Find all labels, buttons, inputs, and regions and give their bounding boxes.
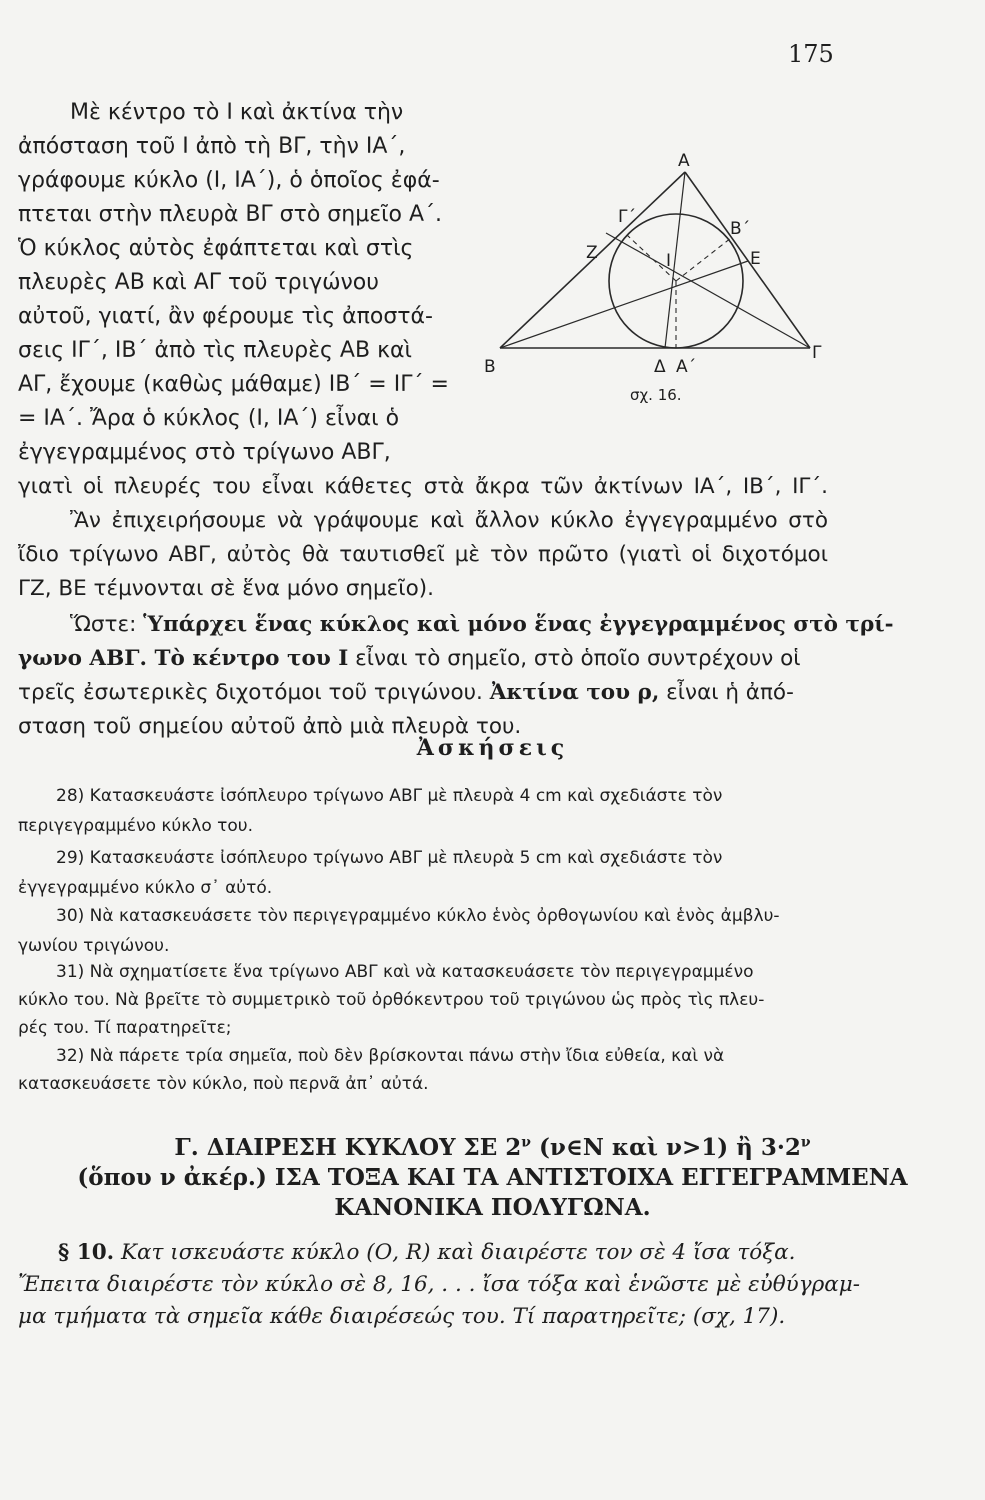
section-paragraph-line: Ἔπειτα διαιρέστε τὸν κύκλο σὲ 8, 16, . . . ἴσα τόξα καὶ ἑνῶστε μὲ εὐθύγραμ-: [18, 1272, 860, 1297]
intro-line: Ὁ κύκλος αὐτὸς ἐφάπτεται καὶ στὶς: [18, 236, 414, 261]
conclusion-text: τρεῖς ἐσωτερικὲς διχοτόμοι τοῦ τριγώνου.: [18, 680, 490, 705]
conclusion-line: σταση τοῦ σημείου αὐτοῦ ἀπὸ μιὰ πλευρὰ του.: [18, 714, 522, 739]
exercise-line: 28) Κατασκευάστε ἰσόπλευρο τρίγωνο ΑΒΓ μὲ πλευρὰ 4 cm καὶ σχεδιάστε τὸν: [56, 786, 723, 806]
section-paragraph-line: μα τμήματα τὰ σημεῖα κάθε διαιρέσεώς του. Τί παρατηρεῖτε; (σχ, 17).: [18, 1304, 786, 1329]
label-b: Β: [484, 357, 496, 377]
conclusion-bold: Ἀκτίνα του ρ,: [489, 680, 660, 705]
label-b-prime: Β΄: [730, 219, 751, 239]
conclusion-line: [18, 680, 828, 705]
section-heading-line: ΚΑΝΟΝΙΚΑ ΠΟΛΥΓΩΝΑ.: [334, 1194, 651, 1221]
intro-line: ΑΓ, ἔχουμε (καθὼς μάθαμε) ΙΒ΄ = ΙΓ΄ =: [18, 372, 449, 397]
exercise-line: περιγεγραμμένο κύκλο του.: [18, 816, 254, 836]
conclusion-line: [18, 646, 828, 671]
label-z: Ζ: [586, 243, 598, 263]
section-paragraph-line: [58, 1240, 828, 1265]
paragraph-number: § 10.: [58, 1240, 115, 1265]
heading-text: Γ. ΔΙΑΙΡΕΣΗ ΚΥΚΛΟΥ ΣΕ 2: [174, 1134, 522, 1161]
label-e: Ε: [750, 249, 761, 269]
label-i: Ι: [666, 251, 672, 271]
conclusion-bold: Ὑπάρχει ἕνας κύκλος καὶ μόνο ἕνας ἐγγεγραμμένος στὸ τρί-: [143, 612, 894, 637]
paragraph-text: Κατ ισκευάστε κύκλο (Ο, R) καὶ διαιρέστε τον σὲ 4 ἴσα τόξα.: [114, 1240, 796, 1265]
section-heading-line: (ὅπου ν ἀκέρ.) ΙΣΑ ΤΟΞΑ ΚΑΙ ΤΑ ΑΝΤΙΣΤΟΙΧΑ ΕΓΓΕΓΡΑΜΜΕΝΑ: [77, 1164, 908, 1191]
paragraph-line: Ἂν ἐπιχειρήσουμε νὰ γράψουμε καὶ ἄλλον κύκλο ἐγγεγραμμένο στὸ: [70, 508, 828, 533]
heading-text: (ν∈Ν καὶ ν>1) ἢ 3·2: [531, 1134, 801, 1161]
intro-line: πλευρὲς ΑΒ καὶ ΑΓ τοῦ τριγώνου: [18, 270, 379, 295]
label-a: Α: [678, 151, 690, 171]
exercise-line: 31) Νὰ σχηματίσετε ἕνα τρίγωνο ΑΒΓ καὶ νὰ κατασκευάσετε τὸν περιγεγραμμένο: [56, 962, 754, 982]
bisector-be: [500, 261, 748, 348]
paragraph-line: ΓΖ, ΒΕ τέμνονται σὲ ἕνα μόνο σημεῖο).: [18, 576, 434, 601]
section-heading-line: [0, 1134, 985, 1161]
conclusion-bold: γωνο ΑΒΓ. Τὸ κέντρο του Ι: [18, 646, 349, 671]
intro-line: σεις ΙΓ΄, ΙΒ΄ ἀπὸ τὶς πλευρὲς ΑΒ καὶ: [18, 338, 412, 363]
incircle-figure: [480, 150, 825, 410]
exercise-line: ρές του. Τί παρατηρεῖτε;: [18, 1018, 232, 1038]
side-ag: [685, 172, 810, 348]
exercise-line: ἐγγεγραμμένο κύκλο σ᾽ αὐτό.: [18, 878, 273, 898]
heading-superscript: ν: [800, 1134, 811, 1151]
figure-caption: σχ. 16.: [630, 386, 682, 404]
heading-superscript: ν: [521, 1134, 532, 1151]
label-a-prime: Α΄: [676, 357, 697, 377]
intro-line: ἀπόσταση τοῦ Ι ἀπὸ τὴ ΒΓ, τὴν ΙΑ΄,: [18, 134, 406, 159]
exercise-line: 32) Νὰ πάρετε τρία σημεῖα, ποὺ δὲν βρίσκονται πάνω στὴν ἴδια εὐθεία, καὶ νὰ: [56, 1046, 725, 1066]
conclusion-text: εἶναι τὸ σημεῖο, στὸ ὁποῖο συντρέχουν οἱ: [348, 646, 801, 671]
exercise-line: 30) Νὰ κατασκευάσετε τὸν περιγεγραμμένο κύκλο ἑνὸς ὀρθογωνίου καὶ ἑνὸς ἀμβλυ-: [56, 906, 780, 926]
label-g: Γ: [812, 343, 822, 363]
radius-ib1: [676, 238, 731, 281]
exercises-heading: Ἀσκήσεις: [416, 735, 569, 761]
label-d: Δ: [654, 357, 666, 377]
intro-line: γράφουμε κύκλο (Ι, ΙΑ΄), ὁ ὁποῖος ἐφά-: [18, 168, 440, 193]
exercise-line: γωνίου τριγώνου.: [18, 936, 170, 956]
intro-line: αὐτοῦ, γιατί, ἂν φέρουμε τὶς ἀποστά-: [18, 304, 433, 329]
exercise-line: κύκλο του. Νὰ βρεῖτε τὸ συμμετρικὸ τοῦ ὀρθόκεντρου τοῦ τριγώνου ὡς πρὸς τὶς πλευ-: [18, 990, 765, 1010]
intro-line: ἐγγεγραμμένος στὸ τρίγωνο ΑΒΓ,: [18, 440, 391, 465]
paragraph-line: γιατὶ οἱ πλευρές του εἶναι κάθετες στὰ ἄκρα τῶν ἀκτίνων ΙΑ΄, ΙΒ΄, ΙΓ΄.: [18, 474, 828, 499]
conclusion-lead: Ὥστε:: [70, 612, 144, 637]
bisector-gz: [606, 233, 810, 348]
exercise-line: 29) Κατασκευάστε ἰσόπλευρο τρίγωνο ΑΒΓ μὲ πλευρὰ 5 cm καὶ σχεδιάστε τὸν: [56, 848, 723, 868]
intro-line: = ΙΑ΄. Ἄρα ὁ κύκλος (Ι, ΙΑ΄) εἶναι ὁ: [18, 406, 400, 431]
label-g-prime: Γ΄: [618, 207, 636, 227]
page-number: 175: [788, 40, 834, 68]
exercise-line: κατασκευάσετε τὸν κύκλο, ποὺ περνᾶ ἀπ᾽ αὐτά.: [18, 1074, 429, 1094]
conclusion-line: [70, 612, 894, 637]
intro-line: πτεται στὴν πλευρὰ ΒΓ στὸ σημεῖο Α΄.: [18, 202, 443, 227]
conclusion-text: εἶναι ἡ ἀπό-: [659, 680, 794, 705]
paragraph-line: ἴδιο τρίγωνο ΑΒΓ, αὐτὸς θὰ ταυτισθεῖ μὲ τὸν πρῶτο (γιατὶ οἱ διχοτόμοι: [18, 542, 828, 567]
intro-line: Μὲ κέντρο τὸ Ι καὶ ἀκτίνα τὴν: [70, 100, 404, 125]
